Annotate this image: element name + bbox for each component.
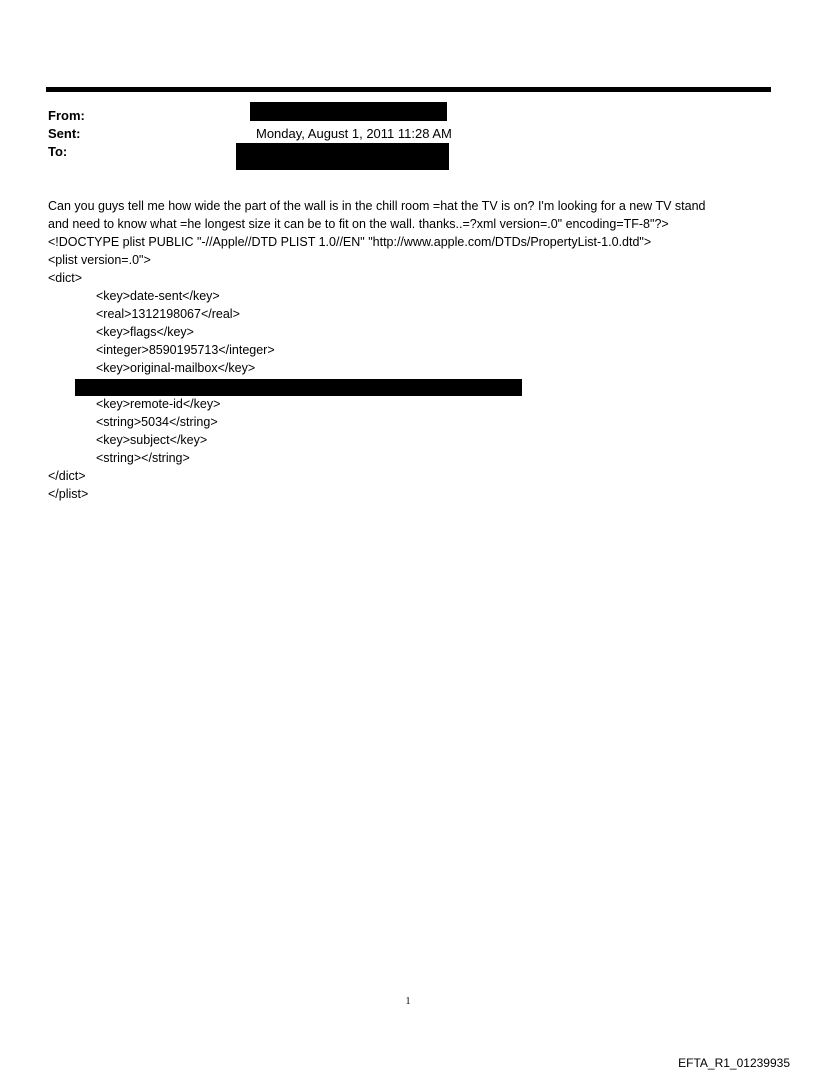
dict-close-line: </dict>: [48, 469, 86, 483]
dict-open-line: <dict>: [48, 271, 83, 285]
plist-value-line: <real>1312198067</real>: [96, 307, 240, 321]
message-line: and need to know what =he longest size it can be to fit on the wall. thanks..=?xml version=.0" encoding=TF-8"?>: [48, 217, 669, 231]
plist-value-line: <string></string>: [96, 451, 190, 465]
sent-label: Sent:: [48, 126, 81, 141]
sent-value: Monday, August 1, 2011 11:28 AM: [256, 126, 452, 141]
plist-key-line: <key>flags</key>: [96, 325, 194, 339]
document-id: EFTA_R1_01239935: [678, 1056, 790, 1070]
message-line: Can you guys tell me how wide the part of the wall is in the chill room =hat the TV is on? I'm looking for a new TV stand: [48, 199, 706, 213]
plist-value-line: <integer>8590195713</integer>: [96, 343, 275, 357]
from-label: From:: [48, 108, 85, 123]
plist-key-line: <key>date-sent</key>: [96, 289, 220, 303]
plist-open-line: <plist version=.0">: [48, 253, 151, 267]
plist-value-line: <string>5034</string>: [96, 415, 218, 429]
to-label: To:: [48, 144, 68, 159]
page-number: 1: [405, 996, 411, 1007]
plist-key-line: <key>subject</key>: [96, 433, 208, 447]
redacted-mailbox-value: [75, 379, 522, 396]
redacted-to-value: [236, 143, 449, 170]
doctype-line: <!DOCTYPE plist PUBLIC "-//Apple//DTD PLIST 1.0//EN" "http://www.apple.com/DTDs/PropertyList-1.0.dtd">: [48, 235, 652, 249]
header-divider: [46, 87, 771, 92]
redacted-from-value: [250, 102, 447, 121]
plist-key-line: <key>remote-id</key>: [96, 397, 221, 411]
plist-key-line: <key>original-mailbox</key>: [96, 361, 256, 375]
plist-close-line: </plist>: [48, 487, 89, 501]
